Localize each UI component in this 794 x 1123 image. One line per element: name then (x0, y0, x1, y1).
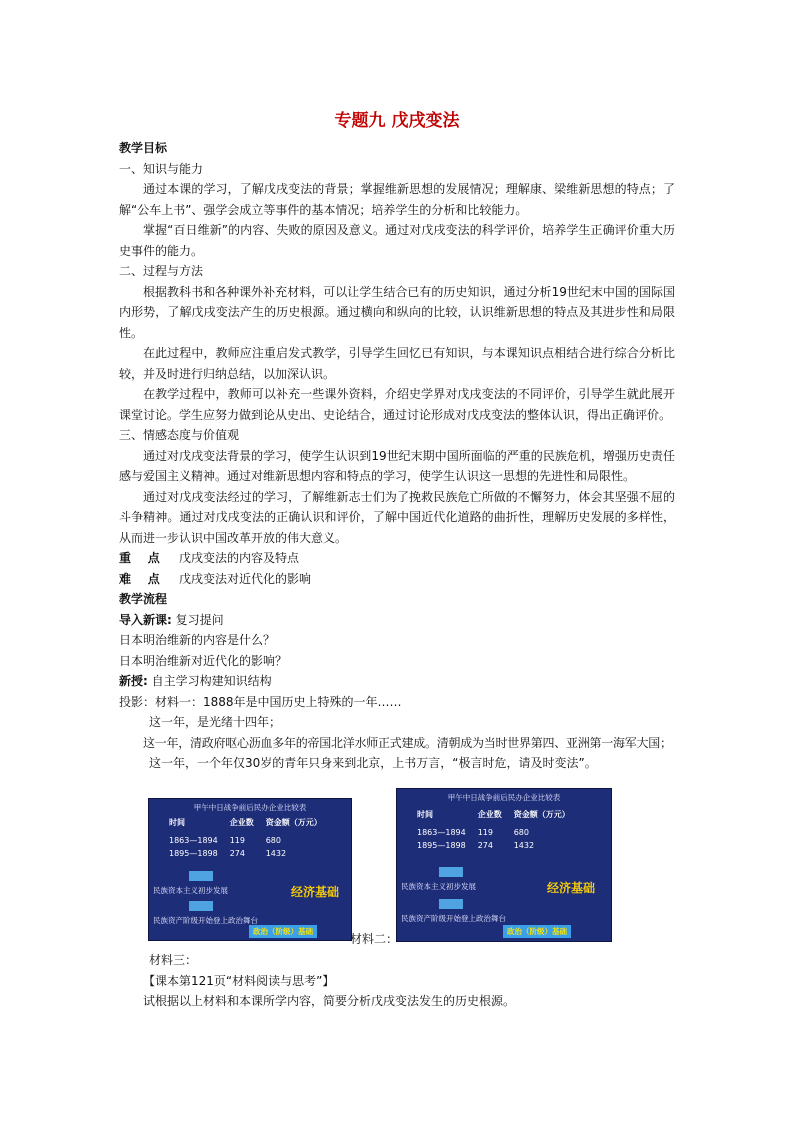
difficulty-row (119, 569, 675, 590)
material-1-c: 这一年，一个年仅30岁的青年只身来到北京，上书万言，“极言时危，请及时变法”。 (149, 756, 597, 770)
material-3-label: 材料三： (149, 953, 198, 967)
document-tail (119, 950, 675, 1012)
material-1-a: 这一年，是光绪十四年； (149, 715, 282, 729)
slide-cell: 1895—1898 (169, 849, 218, 858)
difficulty-text: 戊戌变法对近代化的影响 (179, 571, 312, 586)
intro-text: 复习提问 (175, 612, 224, 627)
page-title: 专题九 戊戌变法 (334, 111, 460, 131)
slide-table (163, 815, 328, 860)
difficulty-label: 难 点 (119, 571, 160, 586)
slide-title: 甲午中日战争前后民办企业比较表 (193, 803, 307, 812)
slide-big-text: 经济基础 (547, 881, 596, 895)
section2-paragraph-1: 根据教科书和各种课外补充材料，可以让学生结合已有的历史知识，通过分析19世纪末中国的国际国内形势，了解戊戌变法产生的历史根源。通过横向和纵向的比较，认识维新思想的特点及其进步性和局限性。 (119, 284, 675, 340)
material-2-label: 材料二： (350, 932, 399, 946)
slide-header-count: 企业数 (229, 818, 254, 827)
section3-heading: 三、情感态度与价值观 (119, 428, 240, 442)
section3-paragraph-2: 通过对戊戌变法经过的学习，了解维新志士们为了挽救民族危亡所做的不懈努力，体会其坚强不屈的斗争精神。通过对戊戌变法的正确认识和评价，了解中国近代化道路的曲折性，理解历史发展的多样性，从而进一步认识中国改革开放的伟大意义。 (119, 489, 675, 545)
key-point-label: 重 点 (119, 551, 160, 565)
slide-table (411, 807, 576, 852)
key-point-row (119, 548, 675, 569)
slide-header-count: 企业数 (477, 810, 502, 819)
key-point-text: 戊戌变法的内容及特点 (179, 551, 300, 565)
section1-paragraph-1: 通过本课的学习，了解戊戌变法的背景；掌握维新思想的发展情况；理解康、梁维新思想的特点；了解“公车上书”、强学会成立等事件的基本情况；培养学生的分析和比较能力。 (119, 182, 675, 217)
slide-cell: 274 (477, 841, 493, 850)
slide-big-text: 经济基础 (291, 885, 340, 899)
slide-box: 政治（阶级）基础 (503, 925, 571, 938)
section1-paragraph-2: 掌握“百日维新”的内容、失败的原因及意义。通过对戊戌变法的科学评价，培养学生正确评价重大历史事件的能力。 (119, 223, 675, 258)
slide-line-2: 民族资产阶级开始登上政治舞台 (153, 916, 258, 925)
intro-label: 导入新课: (119, 612, 172, 627)
slide-header-time: 时间 (417, 810, 433, 819)
question-2: 日本明治维新对近代化的影响？ (119, 653, 288, 668)
slide-header-time: 时间 (169, 818, 185, 827)
down-arrow-icon (189, 871, 213, 881)
slide-cell: 680 (265, 836, 281, 845)
objectives-heading: 教学目标 (119, 141, 168, 155)
intro-line (119, 610, 675, 631)
material-1-b: 这一年，清政府呕心沥血多年的帝国北洋水师正式建成。清朝成为当时世界第四、亚洲第一海军大国； (143, 735, 672, 750)
section1-heading: 一、知识与能力 (119, 161, 204, 176)
slide-header-capital: 资金额（万元） (265, 818, 322, 827)
slide-cell: 680 (513, 828, 529, 837)
new-lesson-label: 新授: (119, 674, 148, 688)
down-arrow-icon (439, 867, 463, 877)
section2-paragraph-3: 在教学过程中，教师可以补充一些课外资料，介绍史学界对戊戌变法的不同评价，引导学生就此展开课堂讨论。学生应努力做到论从史出、史论结合，通过讨论形成对戊戌变法的整体认识，得出正确评价。 (119, 387, 675, 422)
material-1-line: 投影：材料一：1888年是中国历史上特殊的一年…… (119, 694, 402, 709)
flow-heading: 教学流程 (119, 592, 168, 606)
down-arrow-icon (439, 899, 463, 909)
slide-cell: 274 (229, 849, 245, 858)
slide-cell: 119 (229, 836, 245, 845)
slide-line-2: 民族资产阶级开始登上政治舞台 (401, 914, 506, 923)
slide-cell: 1863—1894 (169, 836, 218, 845)
new-lesson-line (119, 671, 675, 692)
slide-cell: 1895—1898 (417, 841, 466, 850)
slide-title: 甲午中日战争前后民办企业比较表 (447, 793, 561, 802)
slide-image-1 (148, 798, 352, 941)
down-arrow-icon (189, 901, 213, 911)
document-body (119, 138, 675, 774)
final-question: 试根据以上材料和本课所学内容，简要分析戊戌变法发生的历史根源。 (143, 994, 516, 1008)
slide-header-capital: 资金额（万元） (513, 810, 570, 819)
slide-cell: 1432 (265, 849, 287, 858)
slide-box: 政治（阶级）基础 (249, 925, 317, 938)
new-lesson-text: 自主学习构建知识结构 (151, 674, 272, 688)
slide-cell: 1432 (513, 841, 535, 850)
section2-paragraph-2: 在此过程中，教师应注重启发式教学，引导学生回忆已有知识，与本课知识点相结合进行综合分析比较，并及时进行归纳总结，以加深认识。 (119, 346, 675, 381)
slide-cell: 119 (477, 828, 493, 837)
question-1: 日本明治维新的内容是什么？ (119, 633, 276, 647)
slide-line-1: 民族资本主义初步发展 (401, 882, 476, 891)
slide-line-1: 民族资本主义初步发展 (153, 886, 228, 895)
section2-heading: 二、过程与方法 (119, 264, 204, 278)
slide-cell: 1863—1894 (417, 828, 466, 837)
slide-image-2 (396, 788, 612, 942)
slides-area (148, 793, 628, 943)
material-3-ref: 【课本第121页“材料阅读与思考”】 (143, 973, 335, 988)
section3-paragraph-1: 通过对戊戌变法背景的学习，使学生认识到19世纪末期中国所面临的严重的民族危机，增强历史责任感与爱国主义精神。通过对维新思想内容和特点的学习，使学生认识这一思想的先进性和局限性。 (119, 448, 675, 483)
